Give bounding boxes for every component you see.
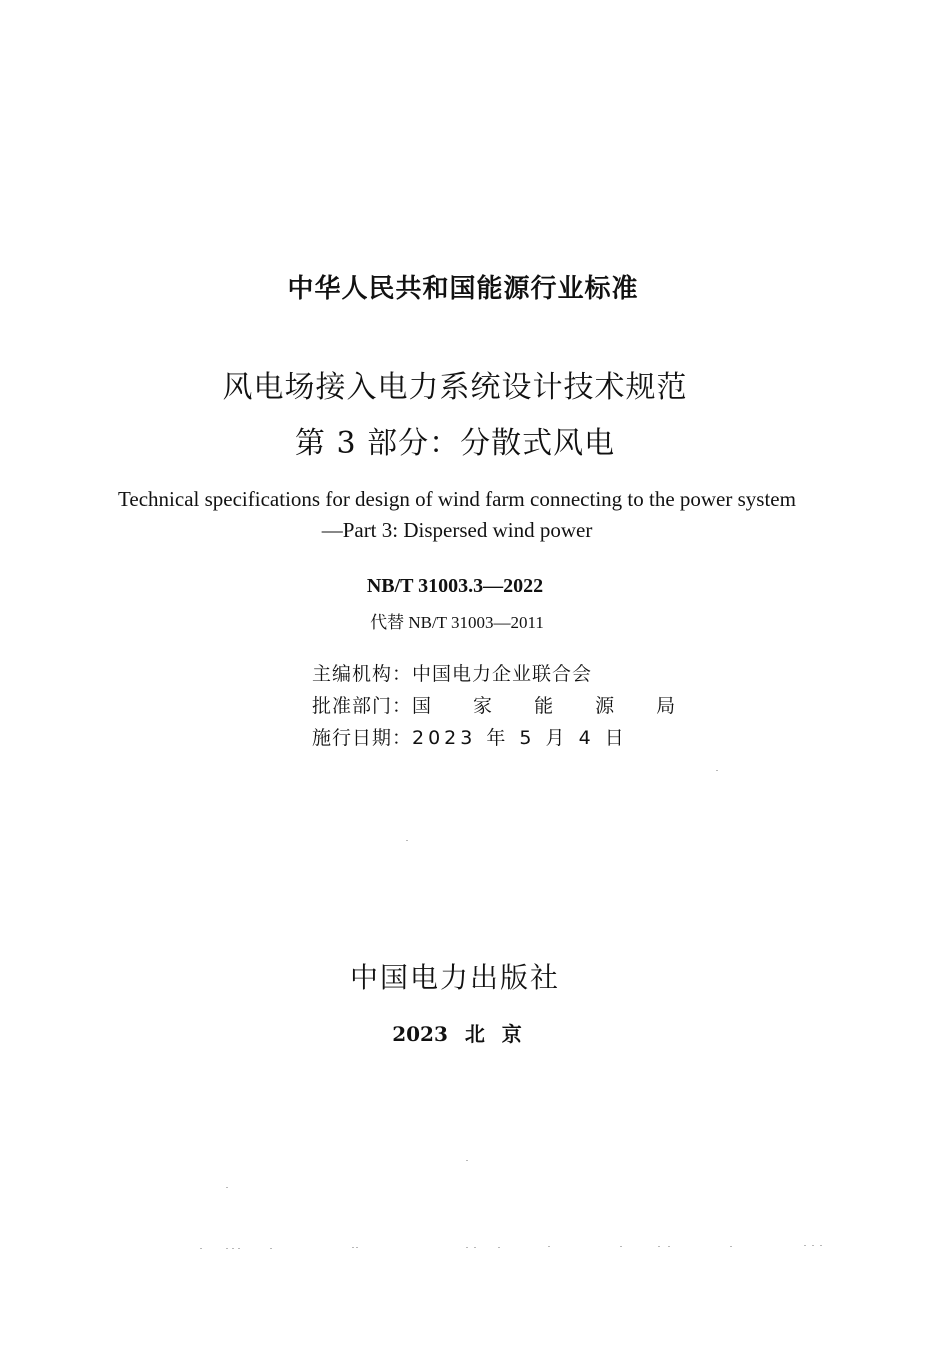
effective-date-row (312, 722, 693, 754)
publisher-name: 中国电力出版社 (349, 961, 560, 994)
editor-value: 中国电力企业联合会 (412, 663, 593, 685)
standard-number: NB/T 31003.3—2022 (366, 575, 544, 597)
approver-label: 批准部门： (312, 695, 413, 717)
effective-date-label: 施行日期： (312, 727, 413, 749)
editor-label: 主编机构： (312, 663, 413, 685)
publication-year-place: 2023 北 京 (392, 1022, 522, 1046)
english-title-line-1: Technical specifications for design of wind farm connecting to the power system (118, 487, 796, 511)
standard-organization: 中华人民共和国能源行业标准 (287, 274, 639, 304)
english-title-line-2: —Part 3: Dispersed wind power (321, 518, 593, 542)
standard-info-block (312, 658, 693, 754)
document-title: 风电场接入电力系统设计技术规范 (222, 370, 688, 405)
approver-row (312, 690, 693, 722)
effective-date-value: 2023 年 5 月 4 日 (412, 727, 628, 749)
editor-row (312, 658, 693, 690)
document-part-title: 第 3 部分：分散式风电 (294, 426, 616, 461)
approver-value: 国 家 能 源 局 (412, 695, 694, 717)
replaced-standard: 代替 NB/T 31003—2011 (370, 613, 544, 632)
